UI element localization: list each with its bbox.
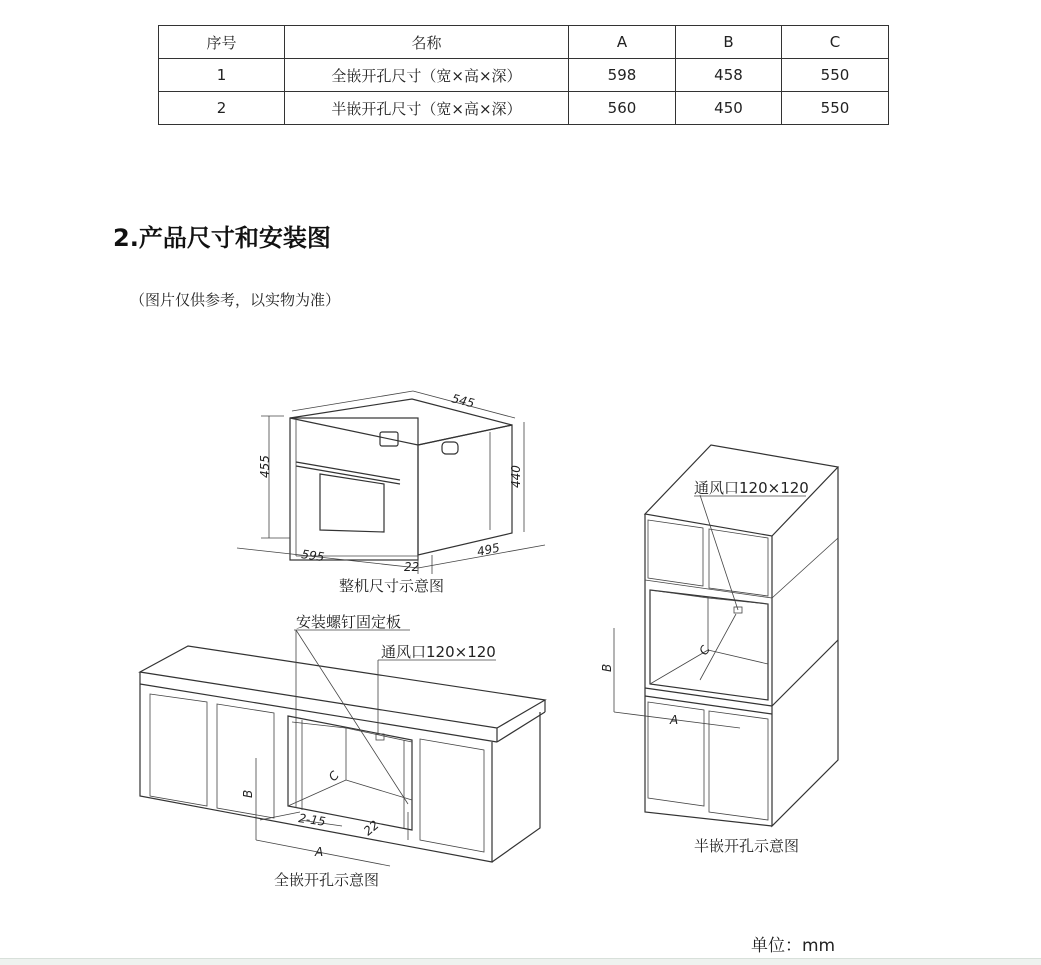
header-name: 名称	[285, 26, 569, 59]
header-index: 序号	[159, 26, 285, 59]
cell-index: 1	[159, 59, 285, 92]
dim-595: 595	[300, 547, 326, 565]
dim-c: C	[325, 768, 342, 785]
dim-gap: 2-15	[297, 811, 327, 829]
cell-c: 550	[782, 59, 889, 92]
header-b: B	[676, 26, 782, 59]
dim-a: A	[315, 845, 324, 859]
cell-name: 半嵌开孔尺寸（宽×高×深）	[285, 92, 569, 125]
disclaimer-note: （图片仅供参考，以实物为准）	[130, 291, 341, 309]
dim-a: A	[670, 713, 679, 727]
cell-b: 450	[676, 92, 782, 125]
label-screw-plate: 安装螺钉固定板	[296, 613, 402, 631]
cell-index: 2	[159, 92, 285, 125]
section-title: 2.产品尺寸和安装图	[113, 224, 331, 252]
label-vent: 通风口120×120	[694, 479, 809, 497]
cell-a: 598	[569, 59, 676, 92]
cell-a: 560	[569, 92, 676, 125]
dim-c: C	[696, 643, 713, 658]
half-builtin-caption: 半嵌开孔示意图	[694, 837, 800, 855]
label-vent: 通风口120×120	[381, 643, 496, 661]
cell-name: 全嵌开孔尺寸（宽×高×深）	[285, 59, 569, 92]
dim-22: 22	[404, 560, 420, 574]
cell-b: 458	[676, 59, 782, 92]
dim-495: 495	[475, 540, 502, 559]
dim-offset: 22	[360, 817, 382, 839]
dim-455: 455	[258, 455, 272, 478]
full-builtin-drawing	[140, 613, 545, 889]
dim-440: 440	[509, 465, 523, 488]
cell-c: 550	[782, 92, 889, 125]
header-c: C	[782, 26, 889, 59]
dim-545: 545	[450, 391, 476, 411]
dim-b: B	[241, 789, 255, 798]
product-dimension-drawing	[237, 391, 545, 595]
unit-label: 单位：mm	[751, 936, 836, 956]
product-caption: 整机尺寸示意图	[339, 577, 445, 595]
full-builtin-caption: 全嵌开孔示意图	[274, 871, 380, 889]
half-builtin-drawing	[600, 445, 838, 855]
dim-b: B	[600, 663, 614, 672]
header-a: A	[569, 26, 676, 59]
